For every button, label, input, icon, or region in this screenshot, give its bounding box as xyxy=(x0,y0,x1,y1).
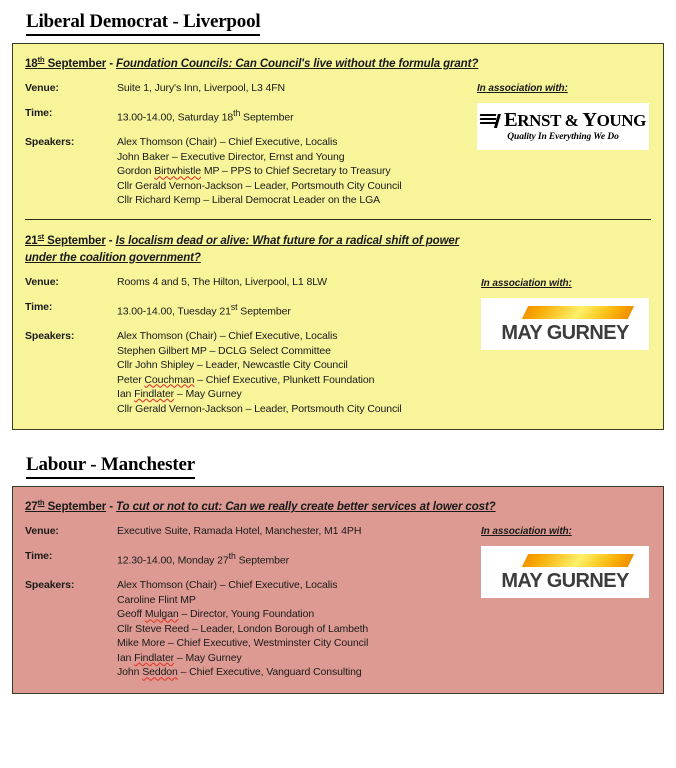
may-gurney-wordmark: MAY GURNEY xyxy=(501,321,629,344)
venue-value: Rooms 4 and 5, The Hilton, Liverpool, L1 8LW xyxy=(117,275,327,288)
event-title-18-september xyxy=(23,51,653,73)
time-label: Time: xyxy=(25,549,53,562)
speakers-list xyxy=(117,135,402,208)
party-heading-labour: Labour - Manchester xyxy=(26,454,195,479)
ey-logo-top xyxy=(480,111,646,130)
event-block-21-september xyxy=(23,228,653,420)
time-label: Time: xyxy=(25,106,53,119)
section-heading-wrap-libdem xyxy=(12,0,664,43)
title-separator: - xyxy=(106,57,117,70)
speakers-label: Speakers: xyxy=(25,330,75,343)
may-gurney-swoosh-icon xyxy=(522,554,634,567)
association-label: In association with: xyxy=(481,277,572,289)
ernst-young-wordmark: ERNST & YOUNG xyxy=(503,109,646,131)
time-value: 13.00-14.00, Tuesday 21st September xyxy=(117,301,291,318)
misspelled-word: Findlater xyxy=(134,651,175,664)
event-title-27-september xyxy=(23,494,653,516)
speakers-label: Speakers: xyxy=(25,579,75,592)
logo-may-gurney xyxy=(481,546,649,598)
speaker-line: Mike More – Chief Executive, Westminster City Council xyxy=(117,637,369,650)
event-divider xyxy=(25,219,651,220)
speakers-label: Speakers: xyxy=(25,136,75,149)
speaker-line: Stephen Gilbert MP – DCLG Select Committee xyxy=(117,344,331,357)
speaker-line: John Baker – Executive Director, Ernst and Young xyxy=(117,150,345,163)
speaker-line: Alex Thomson (Chair) – Chief Executive, Localis xyxy=(117,136,338,149)
speaker-line: Alex Thomson (Chair) – Chief Executive, Localis xyxy=(117,330,338,343)
misspelled-word: Couchman xyxy=(144,373,195,386)
time-value: 12.30-14.00, Monday 27th September xyxy=(117,550,290,567)
speaker-line: Ian Findlater – May Gurney xyxy=(117,651,242,664)
misspelled-word: Mulgan xyxy=(144,608,179,621)
event-date: 18th September xyxy=(25,55,107,70)
speaker-line: Cllr Steve Reed – Leader, London Borough of Lambeth xyxy=(117,622,369,635)
speaker-line: Cllr John Shipley – Leader, Newcastle City Council xyxy=(117,359,348,372)
event-block-27-september xyxy=(23,494,653,684)
ernst-young-beam-icon xyxy=(480,113,499,128)
speakers-list xyxy=(117,329,402,416)
misspelled-word: Birtwhistle xyxy=(154,165,201,178)
association-label: In association with: xyxy=(477,83,568,94)
may-gurney-swoosh-icon xyxy=(522,306,634,319)
speaker-line: Peter Couchman – Chief Executive, Plunkett Foundation xyxy=(117,373,375,386)
event-date: 27th September xyxy=(25,498,107,513)
speaker-line: Cllr Gerald Vernon-Jackson – Leader, Portsmouth City Council xyxy=(117,179,402,192)
event-block-18-september xyxy=(23,51,653,212)
venue-label: Venue: xyxy=(25,524,59,537)
association-block-mg-1 xyxy=(481,278,649,350)
party-heading-libdem: Liberal Democrat - Liverpool xyxy=(26,11,260,36)
venue-label: Venue: xyxy=(25,81,59,94)
logo-ernst-young xyxy=(477,103,649,150)
speaker-line: Alex Thomson (Chair) – Chief Executive, Localis xyxy=(117,579,338,592)
association-block-mg-2 xyxy=(481,526,649,598)
association-label: In association with: xyxy=(481,526,572,538)
venue-value: Suite 1, Jury's Inn, Liverpool, L3 4FN xyxy=(117,81,286,94)
may-gurney-wordmark: MAY GURNEY xyxy=(501,570,629,593)
association-block-ey xyxy=(477,83,649,150)
speaker-line: Caroline Flint MP xyxy=(117,593,196,606)
event-panel-labour xyxy=(12,486,664,694)
venue-label: Venue: xyxy=(25,275,59,288)
title-separator: - xyxy=(106,500,117,513)
speakers-list xyxy=(117,578,368,680)
event-topic: Foundation Councils: Can Council's live without the formula grant? xyxy=(116,57,479,70)
time-value: 13.00-14.00, Saturday 18th September xyxy=(117,107,294,124)
speaker-line: Gordon Birtwhistle MP – PPS to Chief Secretary to Treasury xyxy=(117,165,391,178)
misspelled-word: Seddon xyxy=(142,666,178,679)
time-label: Time: xyxy=(25,300,53,313)
section-heading-wrap-labour xyxy=(12,430,664,486)
misspelled-word: Findlater xyxy=(134,388,175,401)
venue-value: Executive Suite, Ramada Hotel, Manchester, M1 4PH xyxy=(117,524,362,537)
ernst-young-tagline: Quality In Everything We Do xyxy=(507,132,619,142)
event-date: 21st September xyxy=(25,231,106,247)
event-panel-libdem xyxy=(12,43,664,430)
logo-may-gurney xyxy=(481,298,649,350)
speaker-line: Ian Findlater – May Gurney xyxy=(117,388,242,401)
event-topic: Is localism dead or alive: What future for a radical shift of power under the coalition government? xyxy=(25,234,460,264)
speaker-line: Cllr Gerald Vernon-Jackson – Leader, Portsmouth City Council xyxy=(117,402,402,415)
speaker-line: Cllr Richard Kemp – Liberal Democrat Leader on the LGA xyxy=(117,194,381,207)
speaker-line: Geoff Mulgan – Director, Young Foundation xyxy=(117,608,315,621)
title-separator: - xyxy=(105,234,116,247)
event-topic: To cut or not to cut: Can we really create better services at lower cost? xyxy=(116,500,496,513)
event-title-21-september xyxy=(23,228,480,267)
speaker-line: John Seddon – Chief Executive, Vanguard Consulting xyxy=(117,666,362,679)
